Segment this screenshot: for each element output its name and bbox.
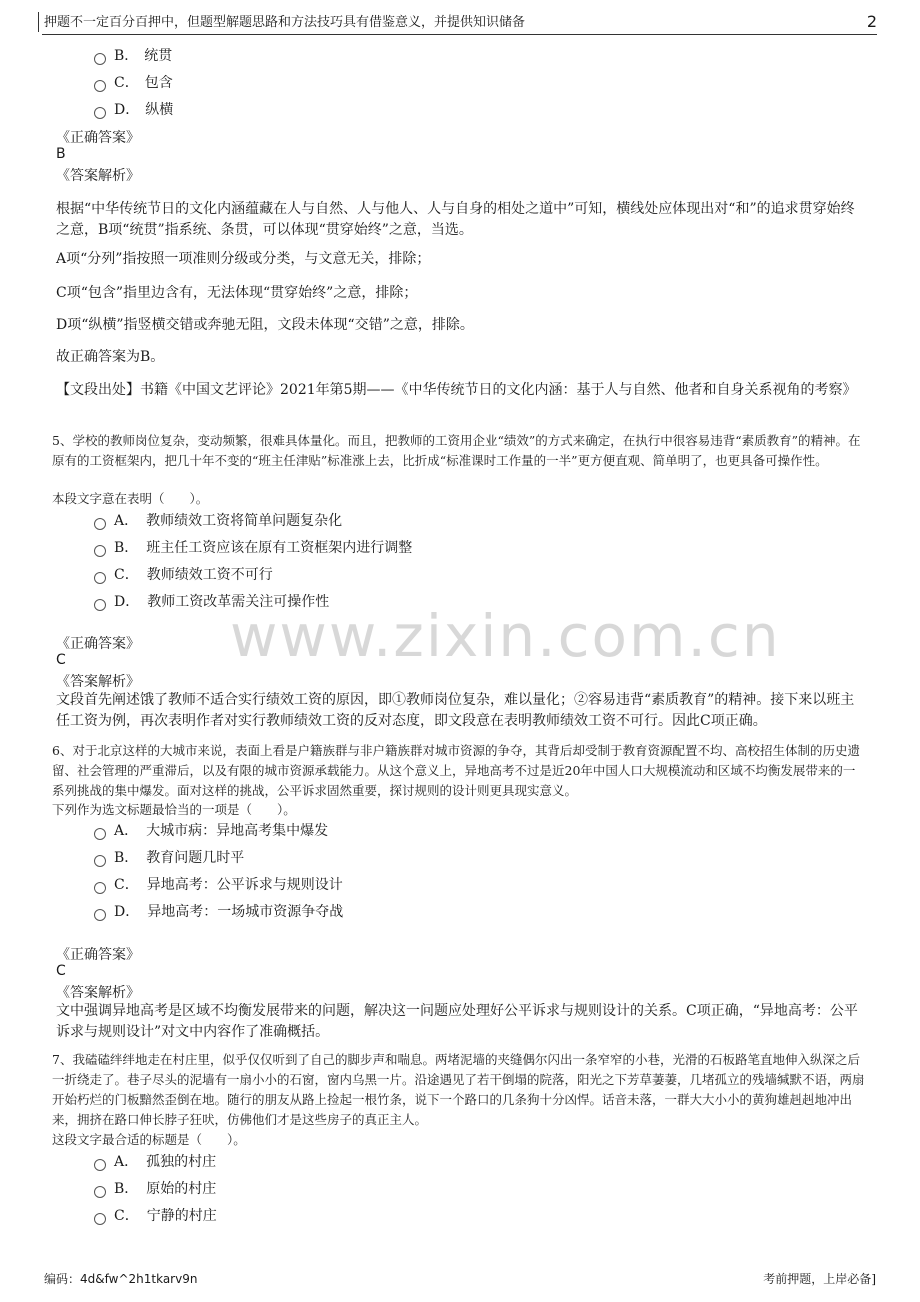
q5-stem: 5、学校的教师岗位复杂，变动频繁，很难具体量化。而且，把教师的工资用企业“绩效”的方式来确定，在执行中很容易违背“素质教育”的精神。在原有的工资框架内，把几十年不变的“班主任津贴”标准涨上去，比折成“标准课时工作量的一半”更方便直观、简单明了，也更具备可操作性。 [52,433,861,468]
radio-icon[interactable] [94,828,106,840]
footer-code-value: 4d&fw^2h1tkarv9n [80,1272,198,1286]
q5-analysis-label: 《答案解析》 [56,674,140,690]
q5-answer-label: 《正确答案》 [56,636,140,652]
watermark: www.zixin.com.cn [230,602,781,670]
radio-icon[interactable] [94,1159,106,1171]
q7-stem: 7、我磕磕绊绊地走在村庄里，似乎仅仅听到了自己的脚步声和喘息。两堵泥墙的夹缝偶尔闪出一条窄窄的小巷，光滑的石板路笔直地伸入纵深之后一折绕走了。巷子尽头的泥墙有一扇小小的石窗，窗内乌黑一片。沿途遇见了若干倒塌的院落，阳光之下芳草萋萋，几堵孤立的残墙缄默不语，两扇开始朽烂的门板黯然歪倒在地。随行的朋友从路上捡起一根竹条，说下一个路口的几条狗十分凶悍。话音未落，一群大大小小的黄狗雄赳赳地冲出来，拥挤在路口伸长脖子狂吠，仿佛他们才是这些房子的真正主人。 [52,1052,865,1127]
q7-option-a[interactable]: A． 孤独的村庄 [94,1152,216,1172]
footer-slogan-text: 考前押题，上岸必备 [763,1272,872,1286]
radio-icon[interactable] [94,855,106,867]
q4-analysis-p2: A项“分列”指按照一项准则分级或分类，与文意无关，排除； [56,251,431,267]
page-number: 2 [866,12,877,31]
q7-option-b[interactable]: B． 原始的村庄 [94,1179,216,1199]
q5-analysis: 文段首先阐述饿了教师不适合实行绩效工资的原因，即①教师岗位复杂，难以量化；②容易违背“素质教育”的精神。接下来以班主任工资为例，再次表明作者对实行教师绩效工资的反对态度，即文段意在表明教师绩效工资不可行。因此C项正确。 [56,692,855,729]
q4-option-b[interactable]: B． 统贯 [94,46,172,66]
q6-analysis: 文中强调异地高考是区域不均衡发展带来的问题，解决这一问题应处理好公平诉求与规则设计的关系。C项正确，“异地高考：公平诉求与规则设计”对文中内容作了准确概括。 [56,1003,858,1040]
page-header [42,14,877,35]
footer-code [44,1270,197,1287]
q5-option-b[interactable]: B． 班主任工资应该在原有工资框架内进行调整 [94,538,412,558]
header-text: 押题不一定百分百押中，但题型解题思路和方法技巧具有借鉴意义，并提供知识储备 [44,15,526,30]
q7-option-c[interactable]: C． 宁静的村庄 [94,1206,217,1226]
q5-option-a[interactable]: A． 教师绩效工资将简单问题复杂化 [94,511,342,531]
q4-source: 【文段出处】书籍《中国文艺评论》2021年第5期——《中华传统节日的文化内涵：基于人与自然、他者和自身关系视角的考察》 [56,382,857,398]
q6-answer: C [56,963,66,979]
q6-answer-label: 《正确答案》 [56,947,140,963]
header-bracket [38,12,41,32]
q5-answer: C [56,652,66,668]
radio-icon[interactable] [94,882,106,894]
q4-option-c[interactable]: C． 包含 [94,73,173,93]
radio-icon[interactable] [94,1186,106,1198]
q4-option-d[interactable]: D． 纵横 [94,100,173,120]
footer-slogan [763,1270,876,1287]
q4-analysis-p4: D项“纵横”指竖横交错或奔驰无阻，文段未体现“交错”之意，排除。 [56,317,474,333]
radio-icon[interactable] [94,1213,106,1225]
q5-option-d[interactable]: D． 教师工资改革需关注可操作性 [94,592,329,612]
q6-stem: 6、对于北京这样的大城市来说，表面上看是户籍族群与非户籍族群对城市资源的争夺，其背后却受制于教育资源配置不均、高校招生体制的历史遗留、社会管理的严重滞后，以及有限的城市资源承载能力。从这个意义上，异地高考不过是近20年中国人口大规模流动和区域不均衡发展带来的一系列挑战的集中爆发。面对这样的挑战，公平诉求固然重要，探讨规则的设计则更具现实意义。 [52,743,860,798]
radio-icon[interactable] [94,545,106,557]
q4-analysis-p3: C项“包含”指里边含有，无法体现“贯穿始终”之意，排除； [56,285,418,301]
q6-question: 下列作为选文标题最恰当的一项是（ ）。 [52,802,296,817]
q5-question: 本段文字意在表明（ ）。 [52,491,209,506]
radio-icon[interactable] [94,909,106,921]
radio-icon[interactable] [94,107,106,119]
q4-answer-label: 《正确答案》 [56,130,140,146]
q6-analysis-label: 《答案解析》 [56,985,140,1001]
footer-code-label: 编码： [44,1272,81,1286]
radio-icon[interactable] [94,80,106,92]
q6-option-d[interactable]: D． 异地高考：一场城市资源争夺战 [94,902,343,922]
q5-option-c[interactable]: C． 教师绩效工资不可行 [94,565,273,585]
radio-icon[interactable] [94,599,106,611]
q4-analysis-p5: 故正确答案为B。 [56,349,165,365]
q4-answer: B [56,146,66,162]
radio-icon[interactable] [94,518,106,530]
q4-analysis-p1: 根据“中华传统节日的文化内涵蕴藏在人与自然、人与他人、人与自身的相处之道中”可知，横线处应体现出对“和”的追求贯穿始终之意，B项“统贯”指系统、条贯，可以体现“贯穿始终”之意，当选。 [56,201,855,238]
q7-question: 这段文字最合适的标题是（ ）。 [52,1132,246,1147]
q6-option-a[interactable]: A． 大城市病：异地高考集中爆发 [94,821,328,841]
q4-analysis-label: 《答案解析》 [56,168,140,184]
q6-option-b[interactable]: B． 教育问题几时平 [94,848,244,868]
footer-bracket: ] [871,1272,876,1286]
radio-icon[interactable] [94,53,106,65]
radio-icon[interactable] [94,572,106,584]
q6-option-c[interactable]: C． 异地高考：公平诉求与规则设计 [94,875,343,895]
